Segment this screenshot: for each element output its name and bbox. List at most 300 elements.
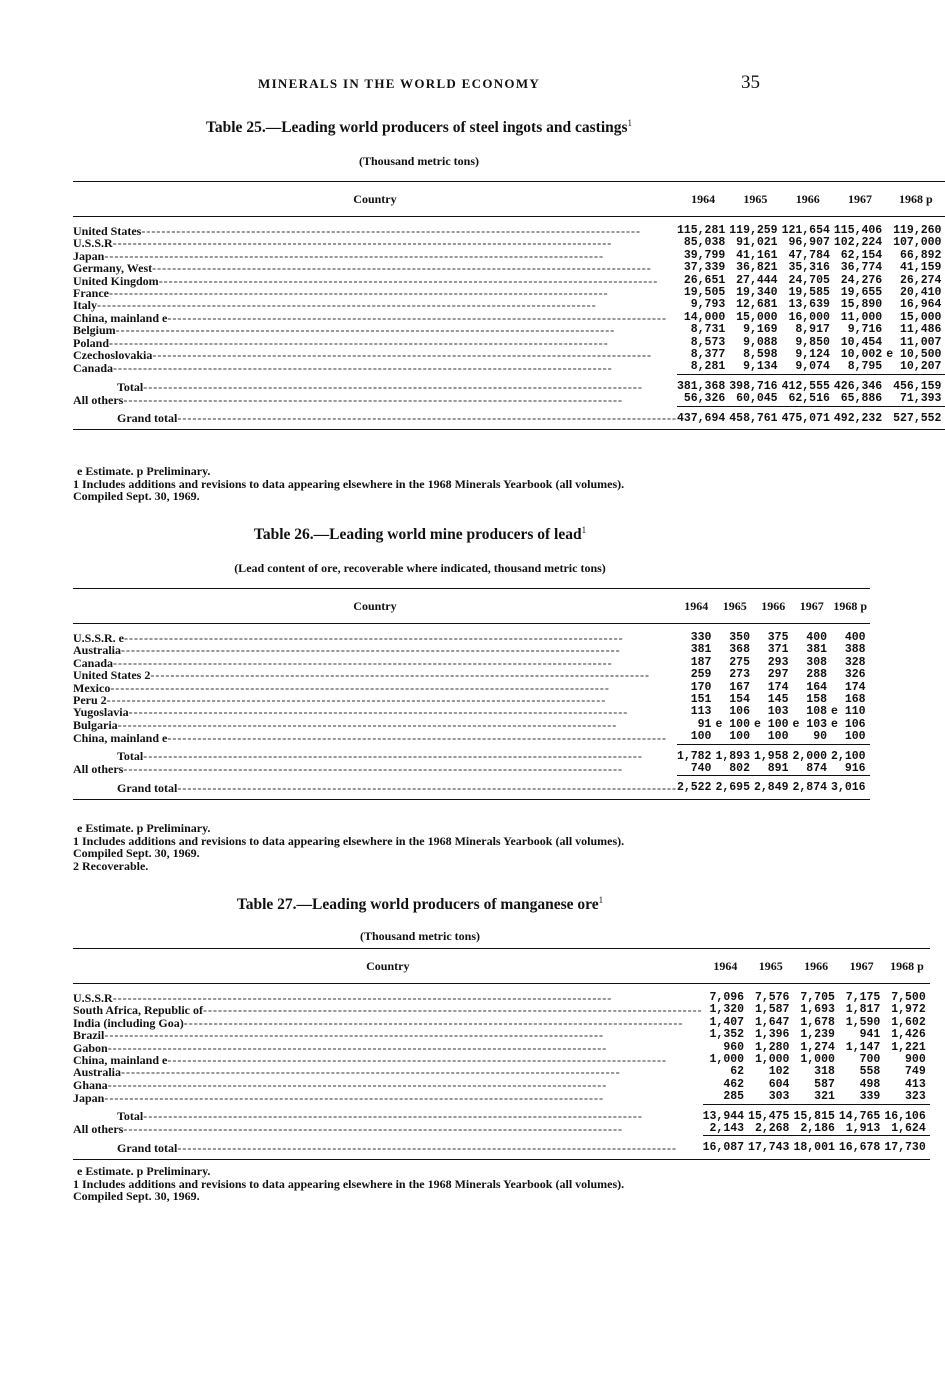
value-cell: 14,000: [683, 310, 726, 324]
table-row: [73, 669, 870, 681]
value-cell: 303: [768, 1090, 790, 1104]
row-label: [73, 744, 677, 763]
row-label-text: Total: [117, 749, 144, 764]
table-row: [73, 1004, 930, 1016]
total-row: [73, 744, 870, 763]
dot-leader: [113, 237, 677, 249]
value-cell: 15,475: [748, 1104, 793, 1123]
table-row: [73, 262, 945, 274]
value-cell: 492,232: [834, 406, 886, 429]
value-cell: 14,765: [839, 1104, 884, 1123]
footnote: e Estimate. p Preliminary.: [77, 464, 211, 478]
dot-leader: [118, 719, 677, 731]
row-label: [73, 1004, 703, 1016]
table-row: [73, 1091, 930, 1104]
value-cell: 2,874: [793, 776, 832, 799]
value-cell: 20,410: [900, 286, 942, 300]
column-header-year: 1967: [834, 182, 886, 217]
row-label-text: South Africa, Republic of: [73, 1003, 204, 1018]
value-cell: 9,169: [743, 323, 778, 337]
value-cell: 7,500: [891, 991, 926, 1004]
table-row: [73, 624, 870, 645]
value-cell: 27,444: [736, 273, 778, 287]
value-cell: 119,259: [729, 224, 778, 237]
column-header-year: 1965: [748, 949, 793, 984]
title-footnote-marker: 1: [627, 118, 633, 128]
value-cell: 1,590: [845, 1015, 881, 1029]
value-cell: e 103: [792, 717, 828, 731]
page-header: [0, 72, 887, 96]
value-cell: 900: [905, 1053, 926, 1067]
value-cell: 26,274: [900, 273, 942, 287]
value-cell: 388: [844, 643, 866, 657]
value-cell: 41,161: [736, 248, 778, 262]
column-header-year: 1964: [677, 182, 729, 217]
value-cell: 15,815: [793, 1104, 838, 1123]
value-cell: 350: [729, 631, 750, 644]
value-cell: 15,000: [900, 310, 942, 324]
value-cell: 1,274: [800, 1040, 835, 1054]
dot-leader: [143, 750, 677, 762]
row-label-text: Grand total: [117, 1141, 178, 1156]
value-cell: 16,000: [788, 310, 830, 324]
column-header-year: 1965: [715, 589, 754, 624]
value-cell: 2,000: [793, 744, 832, 763]
value-cell: 39,799: [683, 248, 726, 262]
value-cell: 802: [729, 762, 750, 776]
data-table: [73, 588, 870, 800]
row-label-text: Czechoslovakia: [73, 348, 153, 363]
row-label: [73, 1104, 703, 1123]
value-cell: 17,743: [748, 1136, 793, 1159]
row-label-text: France: [73, 286, 109, 301]
row-label-text: China, mainland e: [73, 730, 168, 745]
value-cell: 941: [859, 1028, 881, 1042]
row-label: [73, 324, 677, 336]
value-cell: e 110: [831, 705, 866, 719]
row-label-text: Gabon: [73, 1040, 108, 1055]
value-cell: 41,159: [900, 261, 942, 275]
value-cell: 8,917: [795, 323, 830, 337]
value-cell: 16,964: [900, 298, 942, 312]
row-label-text: Australia: [73, 1065, 121, 1080]
row-label: [73, 669, 677, 681]
value-cell: 381,368: [677, 374, 729, 393]
row-label-text: United States 2: [73, 668, 151, 683]
value-cell: 368: [729, 643, 750, 657]
value-cell: 1,647: [754, 1015, 790, 1029]
table-footnotes: [73, 465, 624, 503]
dot-leader: [104, 1092, 702, 1104]
column-header-year: 1968 p: [831, 589, 870, 624]
value-cell: 1,000: [800, 1053, 835, 1067]
value-cell: 121,654: [781, 224, 830, 237]
value-cell: 1,972: [891, 1003, 926, 1017]
value-cell: 1,913: [845, 1122, 881, 1136]
row-label-text: United States: [73, 224, 142, 238]
value-cell: 273: [729, 668, 750, 682]
value-cell: 740: [690, 762, 712, 776]
table-title: [73, 525, 767, 544]
value-cell: 8,377: [690, 348, 726, 362]
value-cell: 321: [814, 1090, 835, 1104]
value-cell: 19,585: [788, 286, 830, 300]
value-cell: 400: [806, 631, 828, 644]
row-label-text: U.S.S.R: [73, 991, 113, 1005]
row-label-text: Mexico: [73, 680, 111, 695]
value-cell: 102: [768, 1065, 790, 1079]
footnote: Compiled Sept. 30, 1969.: [73, 489, 200, 503]
value-cell: 2,100: [831, 744, 870, 763]
column-header-year: 1965: [729, 182, 781, 217]
value-cell: 462: [723, 1077, 745, 1091]
value-cell: 19,655: [840, 286, 883, 300]
dot-leader: [123, 1123, 702, 1135]
column-header-country: Country: [73, 182, 677, 217]
value-cell: 558: [859, 1065, 881, 1079]
row-label-text: Brazil: [73, 1028, 105, 1043]
row-label-text: Germany, West: [73, 261, 153, 276]
table-25-steel: [73, 118, 942, 513]
row-label: [73, 706, 677, 718]
value-cell: 65,886: [840, 392, 883, 406]
title-footnote-marker: 1: [581, 525, 587, 535]
value-cell: 9,088: [743, 335, 778, 349]
title-footnote-marker: 1: [598, 895, 604, 905]
dot-leader: [121, 1066, 703, 1078]
dot-leader: [167, 732, 677, 744]
value-cell: 8,573: [690, 335, 726, 349]
row-label-text: Italy: [73, 298, 97, 313]
value-cell: 3,016: [831, 776, 870, 799]
dot-leader: [152, 262, 677, 274]
value-cell: 187: [690, 655, 712, 669]
value-cell: 7,576: [754, 991, 790, 1004]
value-cell: 7,175: [845, 991, 881, 1004]
row-label-text: All others: [73, 762, 124, 777]
value-cell: 60,045: [736, 392, 778, 406]
table-row: [73, 1066, 930, 1078]
total-row: [73, 1104, 930, 1123]
value-cell: 24,276: [840, 273, 883, 287]
value-cell: 36,821: [736, 261, 778, 275]
row-label-text: Canada: [73, 360, 114, 375]
value-cell: 96,907: [788, 236, 830, 250]
dot-leader: [97, 299, 677, 311]
table-row: [73, 237, 945, 249]
value-cell: 1,817: [845, 1003, 881, 1017]
dot-leader: [123, 394, 677, 406]
value-cell: 91: [697, 717, 712, 731]
value-cell: 9,074: [795, 360, 830, 374]
row-label-text: Japan: [73, 248, 105, 263]
row-label: [73, 1091, 703, 1104]
footnote: 1 Includes additions and revisions to data appearing elsewhere in the 1968 Minerals Yearbook (all volumes).: [73, 476, 625, 491]
footnote: Compiled Sept. 30, 1969.: [73, 846, 200, 860]
value-cell: 10,207: [900, 360, 942, 374]
value-cell: 326: [844, 668, 866, 682]
value-cell: e 100: [715, 717, 750, 731]
value-cell: 154: [729, 693, 750, 707]
dot-leader: [177, 782, 677, 794]
value-cell: 1,693: [800, 1003, 835, 1017]
value-cell: 91,021: [736, 236, 778, 250]
value-cell: 16,106: [884, 1104, 929, 1123]
value-cell: 9,793: [690, 298, 726, 312]
value-cell: 19,340: [736, 286, 778, 300]
dot-leader: [113, 362, 677, 374]
value-cell: 151: [690, 693, 712, 707]
dot-leader: [143, 1110, 702, 1122]
value-cell: 308: [806, 655, 828, 669]
value-cell: 9,850: [795, 335, 830, 349]
table-row: [73, 1079, 930, 1091]
column-header-year: 1967: [793, 589, 832, 624]
row-label-text: Peru 2: [73, 693, 107, 708]
value-cell: 15,890: [840, 298, 883, 312]
row-label: [73, 406, 677, 429]
value-cell: 36,774: [840, 261, 883, 275]
row-label: [73, 719, 677, 731]
grand-total-row: [73, 406, 945, 429]
value-cell: 456,159: [886, 374, 945, 393]
value-cell: 10,002: [840, 348, 883, 362]
value-cell: 960: [723, 1040, 745, 1054]
column-header-country: Country: [73, 589, 677, 624]
value-cell: 1,147: [845, 1040, 881, 1054]
table-row: [73, 361, 945, 374]
value-cell: 297: [767, 668, 789, 682]
table-subtitle: (Thousand metric tons): [359, 929, 480, 943]
value-cell: 12,681: [736, 298, 778, 312]
value-cell: 107,000: [893, 236, 942, 250]
row-label-text: Bulgaria: [73, 717, 118, 732]
value-cell: 259: [690, 668, 712, 682]
table-title: [73, 895, 767, 914]
value-cell: 108: [806, 705, 828, 719]
value-cell: 1,958: [754, 744, 793, 763]
dot-leader: [129, 706, 677, 718]
grand-total-row: [73, 1136, 930, 1159]
value-cell: 19,505: [683, 286, 726, 300]
value-cell: e 100: [753, 717, 789, 731]
value-cell: 604: [768, 1077, 790, 1091]
row-label-text: Belgium: [73, 323, 116, 338]
value-cell: 174: [767, 680, 789, 694]
column-header-year: 1966: [754, 589, 793, 624]
value-cell: 18,001: [793, 1136, 838, 1159]
value-cell: 328: [844, 655, 866, 669]
row-label: [73, 1029, 703, 1041]
row-label-text: U.S.S.R. e: [73, 631, 125, 645]
table-row: [73, 324, 945, 336]
value-cell: 8,731: [690, 323, 726, 337]
column-header-year: 1967: [839, 949, 884, 984]
column-header-year: 1964: [677, 589, 716, 624]
row-label-text: Yugoslavia: [73, 705, 129, 720]
all-others-row: [73, 1123, 930, 1136]
value-cell: 158: [806, 693, 828, 707]
value-cell: 916: [844, 762, 866, 776]
value-cell: 85,038: [683, 236, 726, 250]
row-label-text: Ghana: [73, 1077, 108, 1092]
value-cell: 498: [859, 1077, 881, 1091]
table-footnotes: [73, 1165, 624, 1203]
footnote: Compiled Sept. 30, 1969.: [73, 1189, 200, 1203]
table-27-manganese: [73, 895, 926, 1215]
row-label-text: Japan: [73, 1090, 105, 1105]
value-cell: 56,326: [683, 392, 726, 406]
footnote: 1 Includes additions and revisions to data appearing elsewhere in the 1968 Minerals Yearbook (all volumes).: [73, 833, 625, 848]
value-cell: 11,000: [840, 310, 883, 324]
data-table: [73, 181, 945, 430]
value-cell: 1,893: [715, 744, 754, 763]
row-label-text: Canada: [73, 655, 114, 670]
value-cell: 398,716: [729, 374, 781, 393]
data-table: [73, 948, 930, 1160]
value-cell: 8,281: [690, 360, 726, 374]
value-cell: 2,143: [709, 1122, 745, 1136]
row-label: [73, 1123, 703, 1136]
value-cell: 16,087: [703, 1136, 748, 1159]
value-cell: 62: [730, 1065, 745, 1079]
value-cell: 103: [767, 705, 789, 719]
table-row: [73, 706, 870, 718]
total-row: [73, 374, 945, 393]
footnote: 1 Includes additions and revisions to data appearing elsewhere in the 1968 Minerals Yearbook (all volumes).: [73, 1176, 625, 1191]
value-cell: 24,705: [788, 273, 830, 287]
running-head: MINERALS IN THE WORLD ECONOMY: [258, 76, 541, 91]
dot-leader: [121, 644, 677, 656]
value-cell: 164: [806, 680, 828, 694]
value-cell: 891: [767, 762, 789, 776]
table-row: [73, 217, 945, 238]
row-label: [73, 1066, 703, 1078]
value-cell: 2,849: [754, 776, 793, 799]
value-cell: 37,339: [683, 261, 726, 275]
row-label: [73, 299, 677, 311]
value-cell: 400: [844, 631, 866, 644]
value-cell: 170: [690, 680, 712, 694]
value-cell: 26,651: [683, 273, 726, 287]
value-cell: 90: [813, 730, 828, 744]
dot-leader: [108, 1079, 703, 1091]
value-cell: e 10,500: [886, 348, 942, 362]
value-cell: 1,352: [709, 1028, 745, 1042]
value-cell: 475,071: [782, 406, 834, 429]
value-cell: 1,426: [891, 1028, 926, 1042]
table-footnotes: [73, 822, 624, 872]
value-cell: 1,587: [754, 1003, 790, 1017]
row-label: [73, 763, 677, 776]
value-cell: 10,454: [840, 335, 883, 349]
row-label-text: Total: [117, 1109, 144, 1124]
table-row: [73, 299, 945, 311]
row-label: [73, 361, 677, 374]
row-label-text: Grand total: [117, 781, 178, 796]
value-cell: 102,224: [833, 236, 883, 250]
table-26-lead: [73, 525, 868, 880]
value-cell: 7,096: [709, 991, 745, 1004]
value-cell: 1,000: [709, 1053, 745, 1067]
row-label-text: All others: [73, 392, 124, 407]
dot-leader: [104, 1029, 702, 1041]
value-cell: 412,555: [782, 374, 834, 393]
value-cell: 874: [806, 762, 828, 776]
value-cell: 323: [905, 1090, 926, 1104]
value-cell: 9,716: [847, 323, 883, 337]
dot-leader: [177, 1142, 702, 1154]
value-cell: 2,695: [715, 776, 754, 799]
value-cell: 1,602: [891, 1015, 926, 1029]
value-cell: 100: [729, 730, 750, 744]
dot-leader: [152, 349, 677, 361]
value-cell: 66,892: [900, 248, 942, 262]
value-cell: 426,346: [834, 374, 886, 393]
value-cell: 1,407: [709, 1015, 745, 1029]
value-cell: 413: [905, 1077, 926, 1091]
row-label-text: U.S.S.R: [73, 236, 113, 251]
value-cell: 13,639: [788, 298, 830, 312]
value-cell: 1,678: [800, 1015, 835, 1029]
value-cell: 458,761: [729, 406, 781, 429]
value-cell: 15,000: [736, 310, 778, 324]
row-label-text: United Kingdom: [73, 273, 159, 288]
value-cell: 275: [729, 655, 750, 669]
row-label-text: Australia: [73, 643, 121, 658]
column-header-year: 1964: [703, 949, 748, 984]
table-row: [73, 719, 870, 731]
value-cell: 700: [859, 1053, 881, 1067]
dot-leader: [203, 1004, 703, 1016]
row-label-text: China, mainland e: [73, 1053, 168, 1068]
table-row: [73, 731, 870, 744]
row-label: [73, 731, 677, 744]
column-header-year: 1966: [793, 949, 838, 984]
value-cell: 330: [690, 631, 712, 644]
column-header-year: 1966: [782, 182, 834, 217]
row-label-text: China, mainland e: [73, 310, 168, 325]
row-label: [73, 349, 677, 361]
table-title-text: Table 27.—Leading world producers of manganese ore: [236, 896, 599, 913]
row-label-text: Total: [117, 379, 144, 394]
value-cell: 1,396: [754, 1028, 790, 1042]
row-label: [73, 217, 677, 238]
value-cell: 8,795: [847, 360, 883, 374]
value-cell: 17,730: [884, 1136, 929, 1159]
column-header-country: Country: [73, 949, 703, 984]
dot-leader: [143, 381, 677, 393]
value-cell: 62,154: [840, 248, 883, 262]
value-cell: 106: [729, 705, 750, 719]
value-cell: 47,784: [788, 248, 830, 262]
value-cell: 1,624: [891, 1122, 926, 1136]
value-cell: 174: [844, 680, 866, 694]
value-cell: 100: [690, 730, 712, 744]
row-label: [73, 644, 677, 656]
value-cell: 285: [723, 1090, 745, 1104]
value-cell: 115,281: [676, 224, 726, 237]
value-cell: 2,186: [800, 1122, 835, 1136]
value-cell: 1,782: [677, 744, 716, 763]
value-cell: 145: [767, 693, 789, 707]
footnote: e Estimate. p Preliminary.: [77, 1164, 211, 1178]
grand-total-row: [73, 776, 870, 799]
value-cell: 749: [905, 1065, 926, 1079]
value-cell: 113: [690, 705, 712, 719]
value-cell: e 106: [831, 717, 866, 731]
dot-leader: [150, 669, 677, 681]
